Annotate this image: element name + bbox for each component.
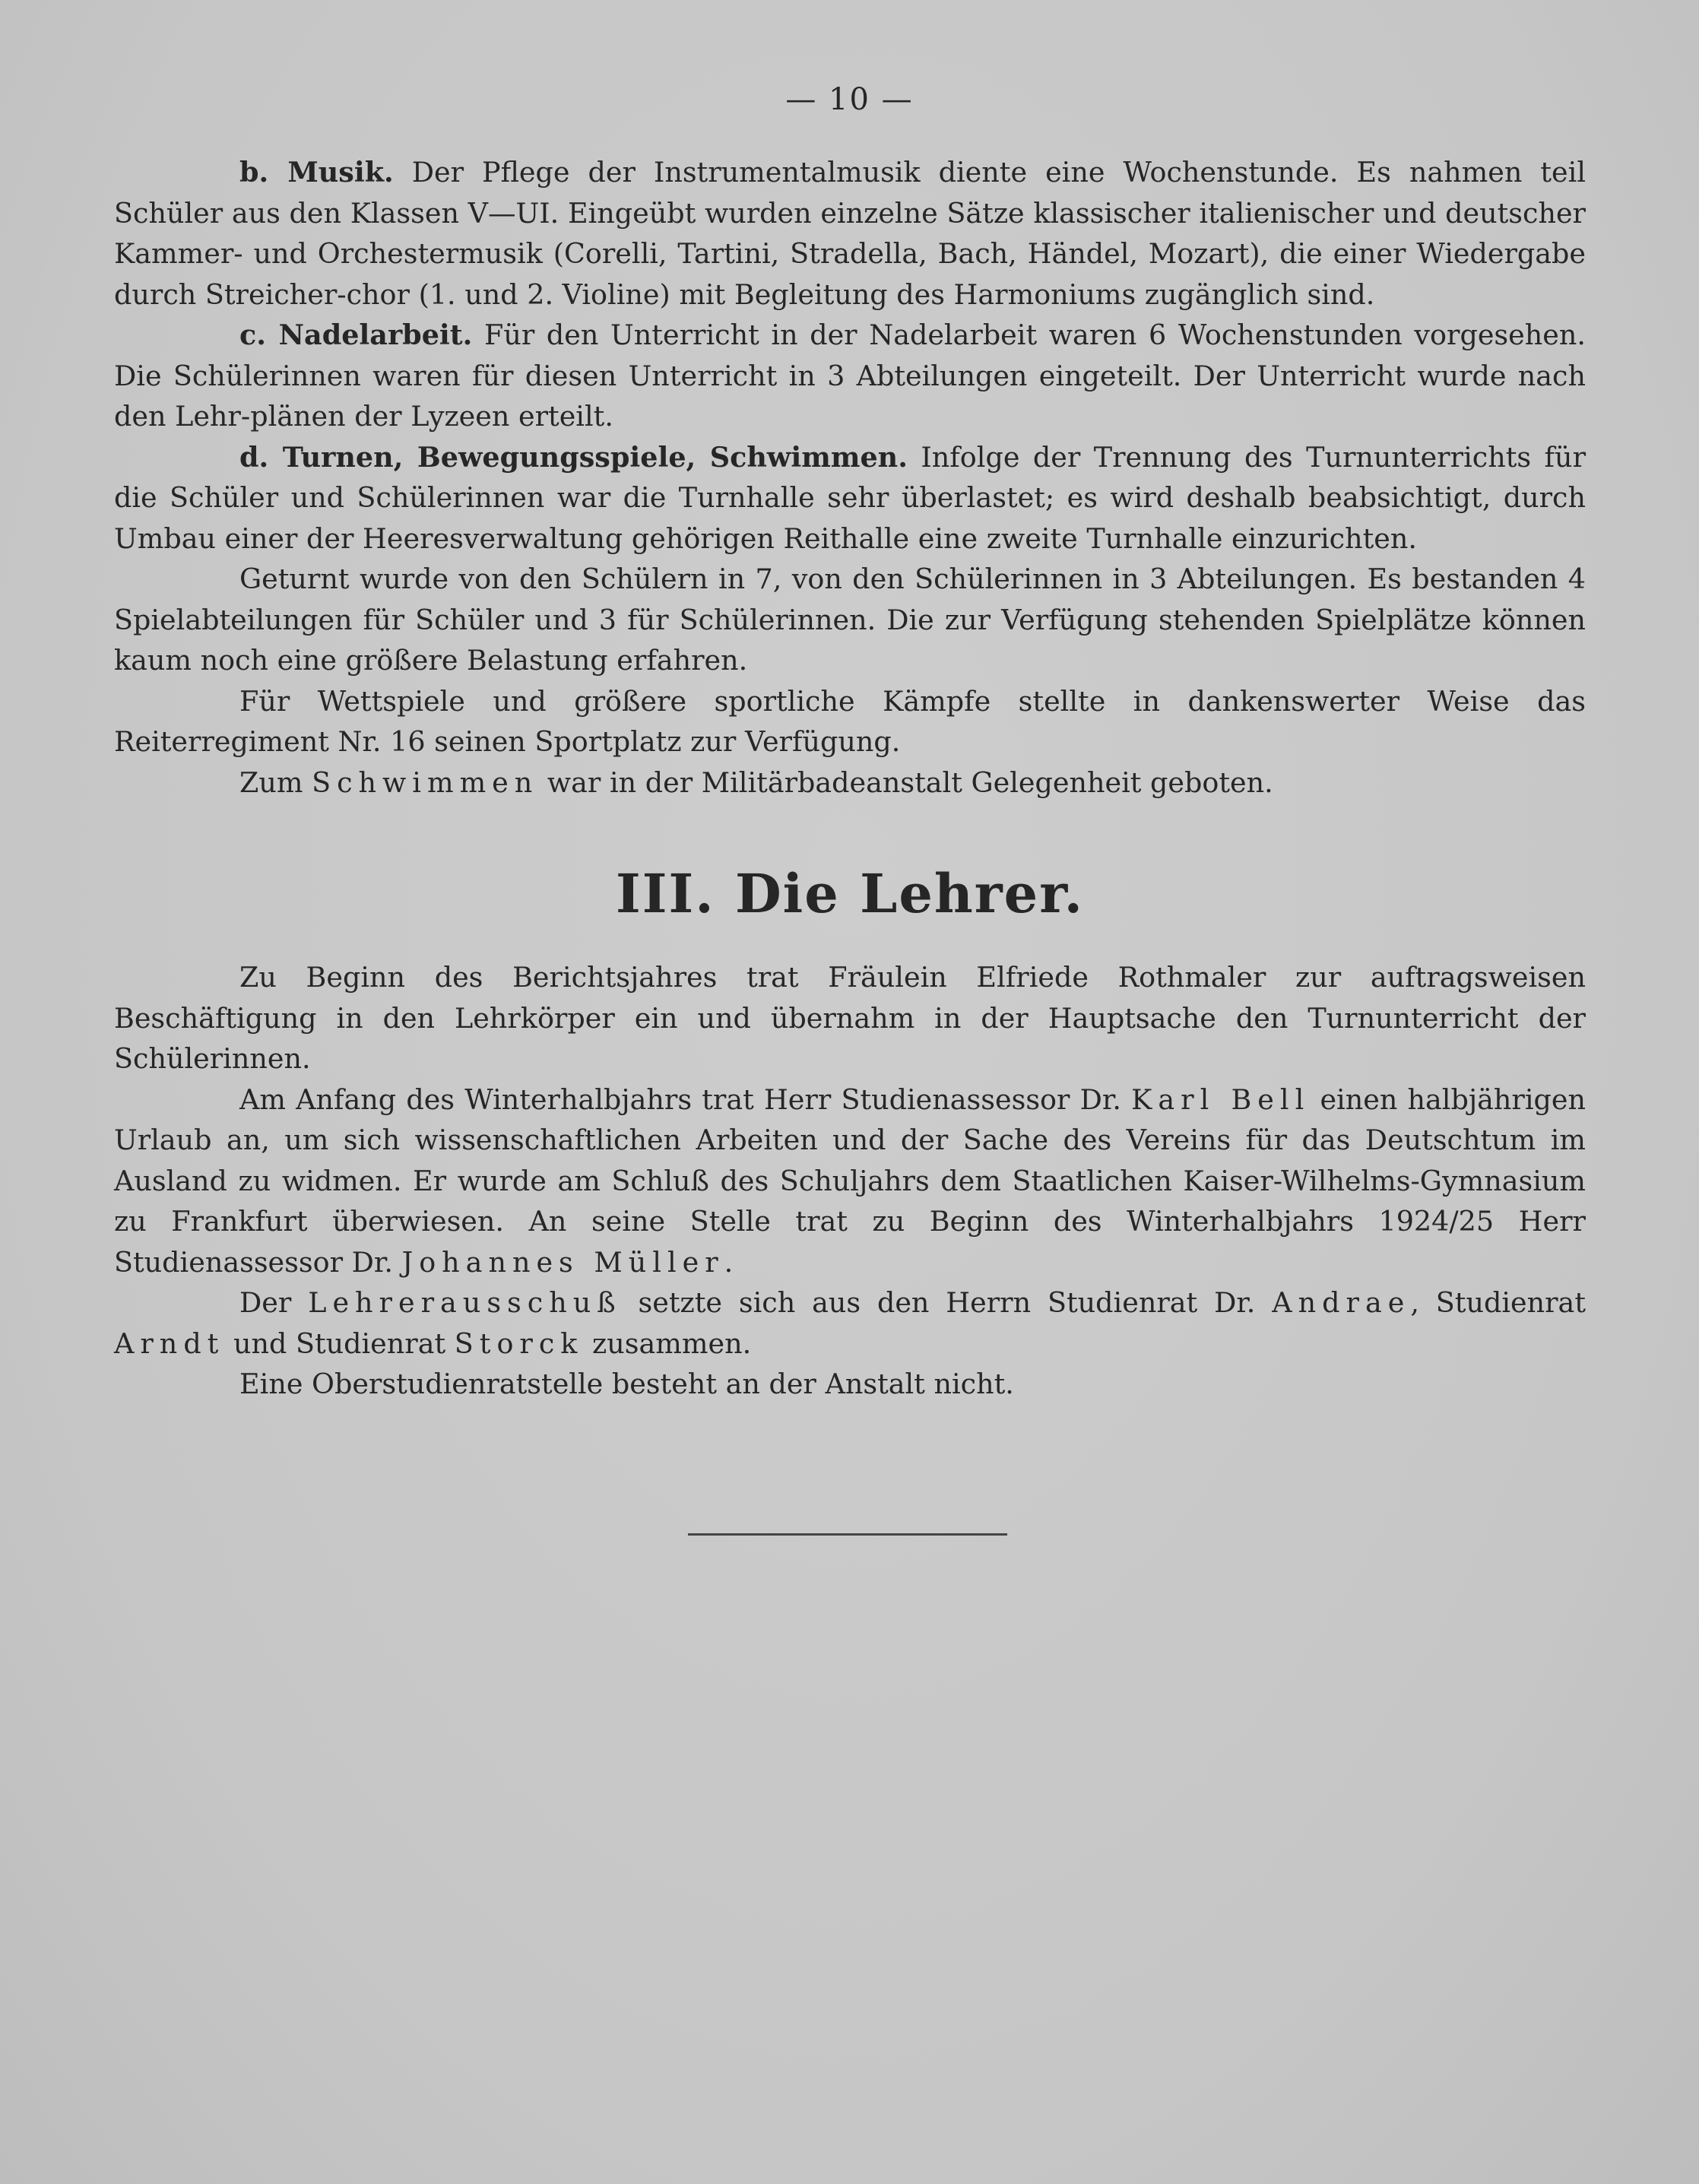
lehrer-p2-pre: Am Anfang des Winterhalbjahrs trat Herr Studienassessor Dr.: [239, 1082, 1121, 1116]
lehrerausschuss-term: Lehrerausschuß: [308, 1286, 622, 1319]
document-body: [114, 152, 1586, 1405]
teacher-name-mueller: Johannes Müller: [401, 1245, 724, 1279]
section-d-label: d. Turnen, Bewegungsspiele, Schwimmen.: [239, 440, 908, 474]
teacher-name-bell: Karl Bell: [1131, 1082, 1311, 1116]
section-heading-lehrer: III. Die Lehrer.: [615, 862, 1085, 925]
section-d-paragraph-2: Geturnt wurde von den Schülern in 7, von den Schülerinnen in 3 Abteilungen. Es bestanden 4 Spielabteilungen für Schüler und 3 für Schülerinnen. Die zur Verfügung stehenden Spielplätze können kaum noch eine größere Belastung erfahren.: [114, 563, 1586, 677]
lehrer-p3-mid1: setzte sich aus den Herrn Studienrat Dr.: [638, 1286, 1256, 1319]
lehrer-p3-mid3: und Studienrat: [233, 1327, 446, 1360]
lehrer-paragraph-1: Zu Beginn des Berichtsjahres trat Fräulein Elfriede Rothmaler zur auftragsweisen Beschäftigung in den Lehrkörper ein und übernahm in der Hauptsache den Turnunterricht der Schülerinnen.: [114, 961, 1586, 1075]
section-c-text: Für den Unterricht in der Nadelarbeit waren 6 Wochenstunden vorgesehen. Die Schülerinnen waren für diesen Unterricht in 3 Abteilungen eingeteilt. Der Unterricht wurde nach den Lehr-plänen der Lyzeen erteilt.: [114, 319, 1586, 433]
section-c-paragraph: [114, 315, 1586, 437]
section-b-text: Der Pflege der Instrumentalmusik diente eine Wochenstunde. Es nahmen teil Schüler aus den Klassen V—UI. Eingeübt wurden einzelne Sätze klassischer italienischer und deutscher Kammer- und Orchestermusik (Corelli, Tartini, Stradella, Bach, Händel, Mozart), die einer Wiedergabe durch Streicher-chor (1. und 2. Violine) mit Begleitung des Harmoniums zugänglich sind.: [114, 156, 1586, 311]
lehrer-p3-end: zusammen.: [592, 1327, 752, 1360]
lehrer-p2-post: einen halbjährigen Urlaub an, um sich wissenschaftlichen Arbeiten und der Sache des Vereins für das Deutschtum im Ausland zu widmen. Er wurde am Schluß des Schuljahrs dem Staatlichen Kaiser-Wilhelms-Gymnasium zu Frankfurt überwiesen. An seine Stelle trat zu Beginn des Winterhalbjahrs 1924/25 Herr Studienassessor Dr.: [114, 1082, 1586, 1279]
lehrer-paragraph-2: [114, 1079, 1586, 1283]
section-d-text: Infolge der Trennung des Turnunterrichts für die Schüler und Schülerinnen war die Turnhalle sehr überlastet; es wird deshalb beabsichtigt, durch Umbau einer der Heeresverwaltung gehörigen Reithalle eine zweite Turnhalle einzurichten.: [114, 440, 1586, 555]
swim-post: war in der Militärbadeanstalt Gelegenheit geboten.: [547, 766, 1273, 799]
section-d-paragraph-4: [114, 762, 1586, 804]
section-c-label: c. Nadelarbeit.: [239, 319, 473, 351]
lehrer-p2-end: .: [724, 1245, 734, 1279]
teacher-name-arndt: Arndt: [114, 1327, 225, 1360]
section-d-paragraph-3: Für Wettspiele und größere sportliche Kämpfe stellte in dankenswerter Weise das Reiterregiment Nr. 16 seinen Sportplatz zur Verfügung.: [114, 684, 1586, 758]
swim-pre: Zum: [239, 766, 303, 799]
section-b-label: b. Musik.: [239, 156, 394, 189]
teacher-name-storck: Storck: [454, 1327, 584, 1360]
lehrer-paragraph-3: [114, 1282, 1586, 1364]
lehrer-p3-pre: Der: [239, 1286, 292, 1319]
lehrer-paragraph-4: Eine Oberstudienratstelle besteht an der Anstalt nicht.: [239, 1368, 1014, 1400]
closing-rule: [688, 1533, 1007, 1536]
lehrer-p3-mid2: , Studienrat: [1410, 1286, 1586, 1319]
swim-spaced-word: Schwimmen: [312, 766, 539, 799]
page-number: — 10 —: [785, 82, 914, 117]
section-d-paragraph: [114, 437, 1586, 559]
section-b-paragraph: [114, 152, 1586, 315]
teacher-name-andrae: Andrae: [1272, 1286, 1411, 1319]
